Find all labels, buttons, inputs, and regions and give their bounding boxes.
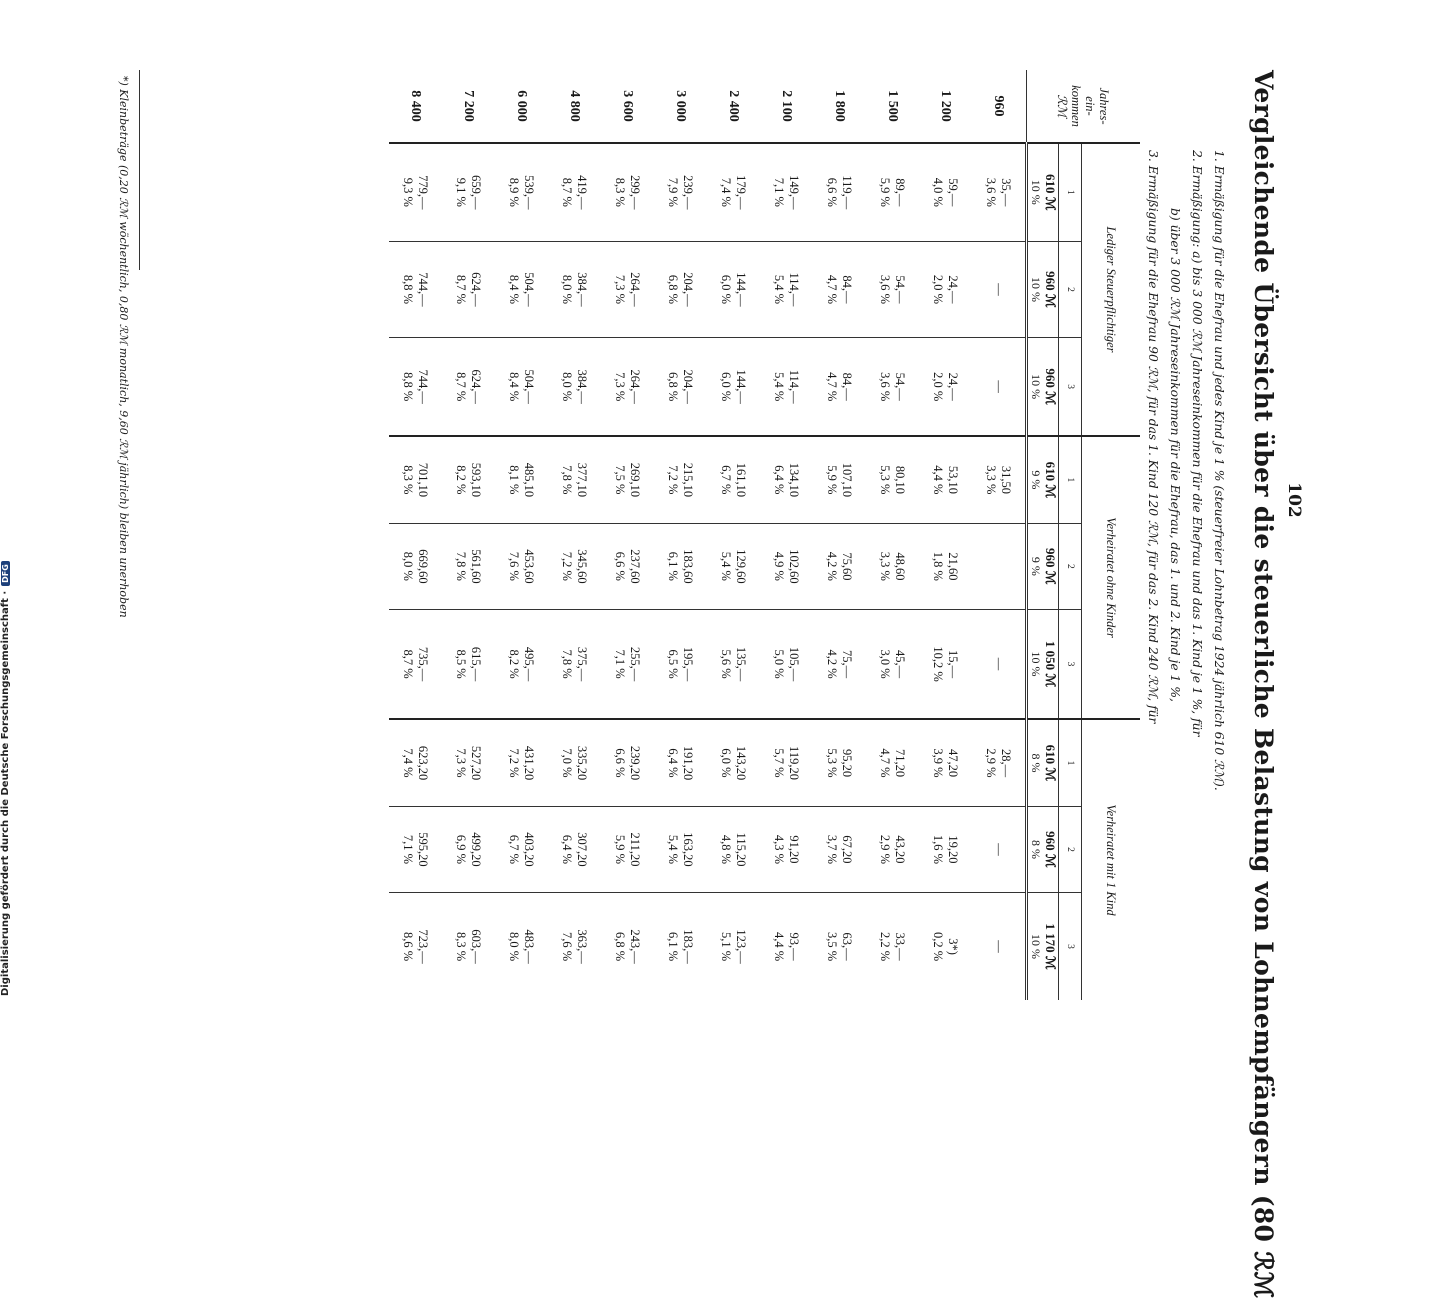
table-row — [442, 70, 495, 1000]
tax-cell: 345,60 7,2 % — [548, 523, 601, 609]
rotated-document-page — [90, 0, 1310, 1299]
exemption-header: 610 ℳ 8 % — [1027, 719, 1059, 806]
tax-cell: 375,— 7,8 % — [548, 609, 601, 719]
tax-cell: 243,— 6,8 % — [613, 929, 643, 964]
tax-cell: 129,60 5,4 % — [707, 523, 760, 609]
tax-cell: 89,— 5,9 % — [866, 143, 919, 241]
tax-cell: 15,— 10,2 % — [919, 609, 972, 719]
tax-cell: — — [972, 609, 1027, 719]
tax-cell: 163,20 5,4 % — [654, 806, 707, 892]
table-row — [707, 70, 760, 1000]
tax-cell: 114,— 5,4 % — [760, 338, 813, 436]
tax-cell: 307,20 6,4 % — [548, 806, 601, 892]
tax-cell: 28,— 2,9 % — [972, 719, 1027, 806]
dfg-logo-icon: DFG — [1, 561, 10, 586]
tax-cell: 483,— 8,0 % — [507, 929, 537, 964]
exemption-header: 1 050 ℳ 10 % — [1027, 609, 1059, 719]
tax-cell: 384,— 8,0 % — [548, 338, 601, 436]
tax-burden-table — [389, 70, 1140, 1000]
exemption-header: 960 ℳ 8 % — [1027, 806, 1059, 892]
tax-cell: 204,— 6,8 % — [654, 241, 707, 338]
income-cell: 3 000 — [654, 70, 707, 143]
tax-cell: 624,— 8,7 % — [442, 241, 495, 338]
table-row — [495, 70, 548, 1000]
tax-cell: 723,— 8,6 % — [401, 929, 431, 964]
tax-cell: 527,20 7,3 % — [442, 719, 495, 806]
tax-cell: 102,60 4,9 % — [760, 523, 813, 609]
reduction-notes — [1142, 150, 1230, 980]
exemption-header: 610 ℳ 9 % — [1027, 436, 1059, 523]
income-cell: 1 200 — [919, 70, 972, 143]
table-row — [760, 70, 813, 1000]
tax-cell: 135,— 5,6 % — [707, 609, 760, 719]
column-number: 2 — [1059, 523, 1082, 609]
exemption-header: 1 170 ℳ 10 % — [1027, 893, 1059, 1000]
tax-cell: 299,— 8,3 % — [601, 143, 654, 241]
tax-cell: 744,— 8,8 % — [389, 241, 442, 338]
tax-cell: 43,20 2,9 % — [866, 806, 919, 892]
tax-cell: 95,20 5,3 % — [813, 719, 866, 806]
tax-cell: 669,60 8,0 % — [389, 523, 442, 609]
column-number: 2 — [1059, 806, 1082, 892]
tax-cell: 91,20 4,3 % — [760, 806, 813, 892]
footnote: *) Kleinbeträge (0,20 ℛℳ wöchentlich, 0,80 ℛℳ monatlich, 9,60 ℛℳ jährlich) bleiben unerhoben — [117, 76, 130, 618]
table-row — [548, 70, 601, 1000]
tax-cell: 204,— 6,8 % — [654, 338, 707, 436]
tax-cell: 595,20 7,1 % — [389, 806, 442, 892]
tax-cell: 239,20 6,6 % — [601, 719, 654, 806]
tax-cell: 363,— 7,6 % — [560, 929, 590, 964]
tax-cell: 191,20 6,4 % — [654, 719, 707, 806]
tax-cell: 431,20 7,2 % — [495, 719, 548, 806]
tax-cell: — — [972, 806, 1027, 892]
tax-cell: 71,20 4,7 % — [866, 719, 919, 806]
table-row — [389, 70, 442, 1000]
tax-cell: 335,20 7,0 % — [548, 719, 601, 806]
tax-cell: 80,10 5,3 % — [866, 436, 919, 523]
tax-cell: 35,— 3,6 % — [972, 143, 1027, 241]
table-row — [601, 70, 654, 1000]
column-number: 1 — [1059, 143, 1082, 241]
tax-cell: 779,— 9,3 % — [389, 143, 442, 241]
tax-cell: — — [992, 940, 1006, 953]
tax-cell: 623,20 7,4 % — [389, 719, 442, 806]
tax-cell: 19,20 1,6 % — [919, 806, 972, 892]
income-cell: 4 800 — [548, 70, 601, 143]
page-number: 102 — [1284, 482, 1304, 518]
tax-cell: 54,— 3,6 % — [866, 241, 919, 338]
tax-cell: 93,— 4,4 % — [772, 931, 802, 962]
tax-cell: 105,— 5,0 % — [760, 609, 813, 719]
group-header-single: Lediger Steuerpflichtiger — [1082, 143, 1141, 436]
income-header: Jahres- ein- kommen ℛℳ — [1027, 70, 1141, 143]
tax-cell — [972, 523, 1027, 609]
tax-cell: 123,— 5,1 % — [719, 929, 749, 964]
tax-cell: 149,— 7,1 % — [760, 143, 813, 241]
tax-cell: 195,— 6,5 % — [654, 609, 707, 719]
table-row — [866, 70, 919, 1000]
tax-cell: 84,— 4,7 % — [813, 338, 866, 436]
tax-cell: 377,10 7,8 % — [548, 436, 601, 523]
page-title: Vergleichende Übersicht über die steuerliche Belastung von Lohnempfängern (80 ℛℳ — [1249, 70, 1278, 1299]
tax-cell: 144,— 6,0 % — [707, 338, 760, 436]
tax-cell: 603,— 8,3 % — [454, 929, 484, 964]
tax-cell: 264,— 7,3 % — [601, 241, 654, 338]
column-number: 2 — [1059, 241, 1082, 338]
tax-cell: 33,— 2,2 % — [878, 931, 908, 962]
tax-cell: 31,50 3,3 % — [972, 436, 1027, 523]
tax-cell: 485,10 8,1 % — [495, 436, 548, 523]
note-3: 3. Ermäßigung für die Ehefrau 90 ℛℳ, für das 1. Kind 120 ℛℳ, für das 2. Kind 240 ℛℳ, für — [1146, 150, 1160, 724]
tax-cell: 384,— 8,0 % — [548, 241, 601, 338]
exemption-header: 610 ℳ 10 % — [1027, 143, 1059, 241]
tax-cell: 114,— 5,4 % — [760, 241, 813, 338]
tax-cell: 119,— 6,6 % — [813, 143, 866, 241]
tax-cell: 107,10 5,9 % — [813, 436, 866, 523]
tax-cell: 403,20 6,7 % — [495, 806, 548, 892]
income-cell: 3 600 — [601, 70, 654, 143]
footnote-rule — [139, 70, 140, 270]
digitization-credit: Digitalisierung gefördert durch die Deutsche Forschungsgemeinschaft ·DFG — [0, 561, 11, 996]
tax-cell: 539,— 8,9 % — [495, 143, 548, 241]
tax-cell: — — [972, 338, 1027, 436]
tax-cell: 143,20 6,0 % — [707, 719, 760, 806]
tax-cell: 47,20 3,9 % — [919, 719, 972, 806]
tax-cell: 59,— 4,0 % — [919, 143, 972, 241]
tax-cell: 211,20 5,9 % — [601, 806, 654, 892]
note-1: 1. Ermäßigung für die Ehefrau und jedes Kind je 1 % (steuerfreier Lohnbetrag 1924 jährlich 610 ℛℳ). — [1212, 150, 1226, 791]
tax-cell: 119,20 5,7 % — [760, 719, 813, 806]
income-cell: 8 400 — [389, 70, 442, 143]
table-row — [919, 70, 972, 1000]
tax-cell: 269,10 7,5 % — [601, 436, 654, 523]
tax-cell: 21,60 1,8 % — [919, 523, 972, 609]
note-2: 2. Ermäßigung: a) bis 3 000 ℛℳ Jahreseinkommen für die Ehefrau und das 1. Kind je 1 %, für — [1190, 150, 1204, 737]
tax-cell: 593,10 8,2 % — [442, 436, 495, 523]
tax-cell: 115,20 4,8 % — [707, 806, 760, 892]
tax-cell: 161,10 6,7 % — [707, 436, 760, 523]
income-cell: 6 000 — [495, 70, 548, 143]
tax-cell: 615,— 8,5 % — [442, 609, 495, 719]
tax-cell: 701,10 8,3 % — [389, 436, 442, 523]
tax-cell: 48,60 3,3 % — [866, 523, 919, 609]
tax-cell: 499,20 6,9 % — [442, 806, 495, 892]
tax-cell: 63,— 3,5 % — [825, 931, 855, 962]
tax-cell: 53,10 4,4 % — [919, 436, 972, 523]
table-row — [813, 70, 866, 1000]
income-cell: 2 100 — [760, 70, 813, 143]
exemption-header: 960 ℳ 10 % — [1027, 241, 1059, 338]
tax-cell: 561,60 7,8 % — [442, 523, 495, 609]
note-2b: b) über 3 000 ℛℳ Jahreseinkommen für die Ehefrau, das 1. und 2. Kind je 1 %, — [1168, 208, 1182, 702]
tax-cell: — — [972, 241, 1027, 338]
exemption-header: 960 ℳ 10 % — [1027, 338, 1059, 436]
group-header-married-one-child: Verheiratet mit 1 Kind — [1082, 719, 1141, 1000]
tax-cell: 67,20 3,7 % — [813, 806, 866, 892]
tax-cell: 144,— 6,0 % — [707, 241, 760, 338]
tax-cell: 504,— 8,4 % — [495, 241, 548, 338]
tax-cell: 3*) 0,2 % — [931, 931, 961, 962]
tax-cell: 45,— 3,0 % — [866, 609, 919, 719]
tax-cell: 237,60 6,6 % — [601, 523, 654, 609]
tax-cell: 419,— 8,7 % — [548, 143, 601, 241]
tax-cell: 495,— 8,2 % — [495, 609, 548, 719]
tax-cell: 75,60 4,2 % — [813, 523, 866, 609]
tax-cell: 179,— 7,4 % — [707, 143, 760, 241]
income-cell: 960 — [972, 70, 1027, 143]
group-header-married-no-children: Verheiratet ohne Kinder — [1082, 436, 1141, 719]
column-number: 1 — [1059, 436, 1082, 523]
tax-cell: 744,— 8,8 % — [389, 338, 442, 436]
income-cell: 1 800 — [813, 70, 866, 143]
income-cell: 2 400 — [707, 70, 760, 143]
tax-cell: 624,— 8,7 % — [442, 338, 495, 436]
tax-cell: 134,10 6,4 % — [760, 436, 813, 523]
column-number: 3 — [1059, 338, 1082, 436]
tax-cell: 183,60 6,1 % — [654, 523, 707, 609]
tax-cell: 255,— 7,1 % — [601, 609, 654, 719]
tax-cell: 264,— 7,3 % — [601, 338, 654, 436]
tax-cell: 239,— 7,9 % — [654, 143, 707, 241]
table-row — [972, 70, 1027, 1000]
exemption-header: 960 ℳ 9 % — [1027, 523, 1059, 609]
column-number: 3 — [1059, 609, 1082, 719]
tax-cell: 75,— 4,2 % — [813, 609, 866, 719]
income-cell: 1 500 — [866, 70, 919, 143]
tax-cell: 659,— 9,1 % — [442, 143, 495, 241]
tax-cell: 504,— 8,4 % — [495, 338, 548, 436]
income-cell: 7 200 — [442, 70, 495, 143]
tax-cell: 84,— 4,7 % — [813, 241, 866, 338]
tax-cell: 54,— 3,6 % — [866, 338, 919, 436]
table-row — [654, 70, 707, 1000]
tax-cell: 24,— 2,0 % — [919, 338, 972, 436]
tax-cell: 215,10 7,2 % — [654, 436, 707, 523]
tax-cell: 24,— 2,0 % — [919, 241, 972, 338]
tax-cell: 453,60 7,6 % — [495, 523, 548, 609]
column-number: 3 — [1059, 893, 1082, 1000]
column-number: 1 — [1059, 719, 1082, 806]
tax-cell: 735,— 8,7 % — [389, 609, 442, 719]
tax-cell: 183,— 6,1 % — [666, 929, 696, 964]
